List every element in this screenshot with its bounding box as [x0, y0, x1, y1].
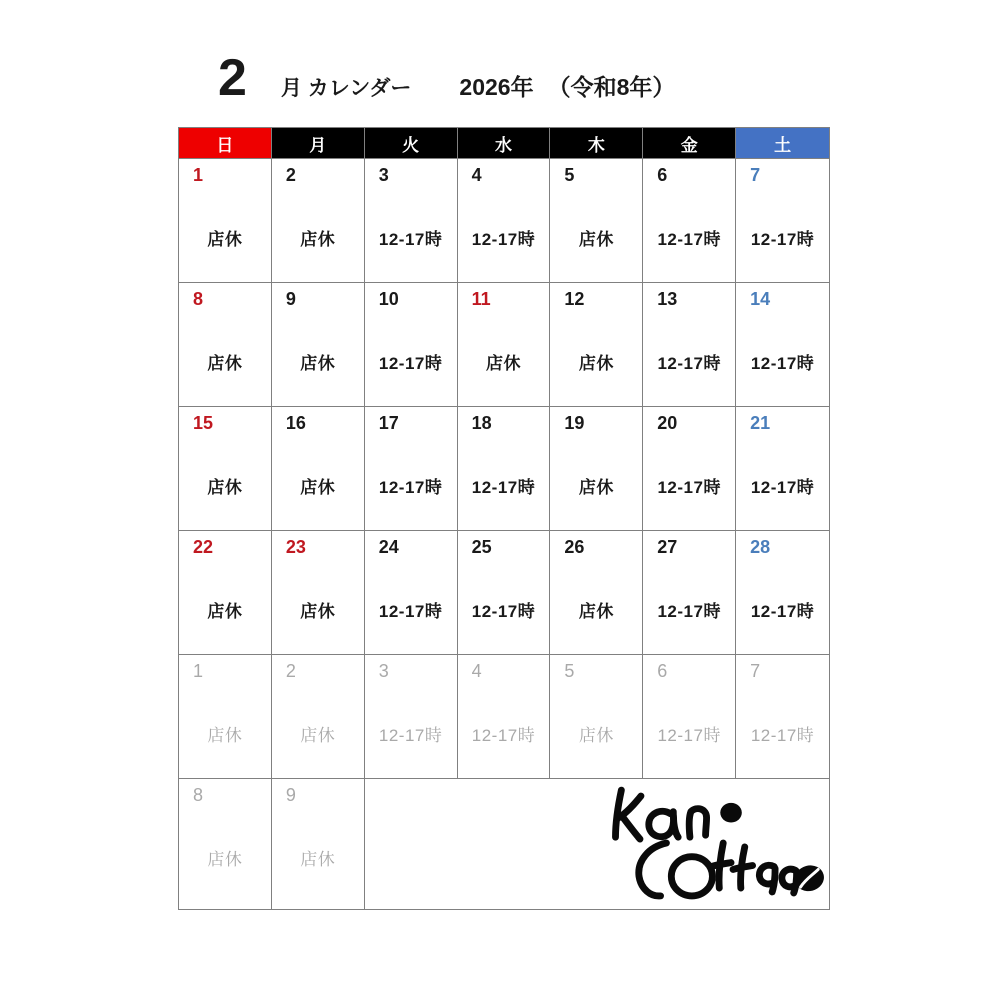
day-schedule: 12-17時 [750, 478, 815, 497]
day-cell-3 [365, 159, 458, 283]
day-schedule: 店休 [578, 230, 614, 249]
title-year: 2026年 [459, 74, 534, 100]
day-number: 23 [285, 537, 306, 557]
weekday-header-sun: 日 [179, 128, 272, 159]
calendar-table [178, 127, 830, 910]
day-number: 26 [564, 537, 585, 557]
day-cell-8 [179, 283, 272, 407]
day-cell-15 [179, 407, 272, 531]
day-schedule: 12-17時 [657, 230, 721, 249]
day-number: 7 [750, 165, 761, 185]
day-cell-2 [272, 159, 365, 283]
day-schedule: 12-17時 [750, 230, 815, 249]
day-cell-25 [458, 531, 551, 655]
day-schedule: 店休 [300, 726, 336, 745]
day-schedule: 店休 [300, 478, 336, 497]
day-schedule: 店休 [300, 230, 336, 249]
day-number: 3 [378, 661, 389, 681]
day-schedule: 12-17時 [471, 602, 536, 621]
day-cell-11 [458, 283, 551, 407]
weekday-header-sat: 土 [736, 128, 829, 159]
day-number: 5 [564, 661, 575, 681]
weekday-header-wed: 水 [458, 128, 551, 159]
day-schedule: 12-17時 [378, 354, 443, 373]
day-schedule: 店休 [300, 354, 336, 373]
day-cell-12 [550, 283, 643, 407]
day-number: 9 [285, 785, 296, 805]
day-cell-next-8 [179, 779, 272, 909]
day-schedule: 店休 [578, 354, 614, 373]
week-row [179, 531, 829, 655]
day-number: 6 [657, 165, 668, 185]
title-month-label: 月 カレンダー [280, 77, 412, 100]
day-number: 24 [378, 537, 399, 557]
day-schedule: 店休 [578, 478, 614, 497]
weekday-header-tue: 火 [365, 128, 458, 159]
day-number: 13 [657, 289, 678, 309]
day-schedule: 12-17時 [750, 726, 815, 745]
day-schedule: 店休 [578, 726, 614, 745]
day-schedule: 12-17時 [657, 602, 721, 621]
day-cell-19 [550, 407, 643, 531]
day-number: 2 [285, 165, 296, 185]
day-cell-10 [365, 283, 458, 407]
title-era: （令和8年） [547, 74, 676, 100]
weekday-header-fri: 金 [643, 128, 736, 159]
day-schedule: 12-17時 [378, 602, 443, 621]
day-cell-27 [643, 531, 736, 655]
day-cell-16 [272, 407, 365, 531]
week-row [179, 283, 829, 407]
day-cell-22 [179, 531, 272, 655]
day-cell-9 [272, 283, 365, 407]
day-schedule: 12-17時 [471, 230, 536, 249]
weekday-header-row [179, 128, 829, 159]
day-cell-14 [736, 283, 829, 407]
day-cell-next-1 [179, 655, 272, 779]
day-schedule: 12-17時 [378, 478, 443, 497]
day-schedule: 店休 [207, 602, 243, 621]
day-schedule: 12-17時 [657, 478, 721, 497]
day-number: 15 [193, 413, 214, 433]
day-number: 4 [471, 165, 482, 185]
day-number: 11 [471, 289, 491, 309]
day-cell-24 [365, 531, 458, 655]
day-number: 12 [564, 289, 585, 309]
day-number: 28 [750, 537, 771, 557]
day-number: 8 [193, 289, 204, 309]
day-cell-1 [179, 159, 272, 283]
day-number: 17 [378, 413, 399, 433]
calendar-grid [179, 159, 829, 909]
day-number: 27 [657, 537, 678, 557]
day-number: 8 [193, 785, 204, 805]
day-number: 20 [657, 413, 678, 433]
week-row [179, 779, 829, 909]
day-schedule: 12-17時 [378, 726, 443, 745]
day-schedule: 店休 [207, 230, 243, 249]
day-cell-26 [550, 531, 643, 655]
day-cell-next-6 [643, 655, 736, 779]
day-cell-next-3 [365, 655, 458, 779]
week-row [179, 655, 829, 779]
day-cell-6 [643, 159, 736, 283]
day-schedule: 店休 [300, 850, 336, 869]
day-schedule: 店休 [207, 354, 243, 373]
week-row [179, 407, 829, 531]
week-row [179, 159, 829, 283]
day-cell-20 [643, 407, 736, 531]
day-schedule: 店休 [207, 726, 243, 745]
day-schedule: 店休 [207, 478, 243, 497]
day-number: 18 [471, 413, 492, 433]
weekday-header-thu: 木 [550, 128, 643, 159]
day-cell-23 [272, 531, 365, 655]
day-number: 21 [750, 413, 771, 433]
day-schedule: 12-17時 [657, 726, 721, 745]
day-cell-13 [643, 283, 736, 407]
day-number: 16 [285, 413, 306, 433]
day-schedule: 12-17時 [750, 354, 815, 373]
page-title [218, 48, 675, 108]
logo-cell [365, 779, 829, 909]
day-number: 4 [471, 661, 482, 681]
day-schedule: 12-17時 [471, 726, 536, 745]
day-number: 14 [750, 289, 771, 309]
day-schedule: 12-17時 [471, 478, 536, 497]
day-number: 6 [657, 661, 668, 681]
day-cell-next-9 [272, 779, 365, 909]
day-cell-next-5 [550, 655, 643, 779]
day-number: 5 [564, 165, 575, 185]
day-schedule: 店休 [207, 850, 243, 869]
day-number: 10 [378, 289, 399, 309]
day-cell-next-7 [736, 655, 829, 779]
day-cell-7 [736, 159, 829, 283]
day-cell-next-2 [272, 655, 365, 779]
day-cell-18 [458, 407, 551, 531]
kano-coffee-logo [592, 783, 827, 905]
day-number: 1 [193, 165, 204, 185]
day-schedule: 店休 [300, 602, 336, 621]
day-number: 22 [193, 537, 214, 557]
day-number: 25 [471, 537, 492, 557]
day-schedule: 12-17時 [378, 230, 443, 249]
day-schedule: 店休 [485, 354, 521, 373]
day-cell-17 [365, 407, 458, 531]
day-number: 3 [378, 165, 389, 185]
day-number: 19 [564, 413, 585, 433]
day-cell-5 [550, 159, 643, 283]
day-cell-next-4 [458, 655, 551, 779]
day-schedule: 店休 [578, 602, 614, 621]
day-number: 1 [193, 661, 204, 681]
title-month-number: 2 [218, 49, 247, 107]
day-schedule: 12-17時 [750, 602, 815, 621]
weekday-header-mon: 月 [272, 128, 365, 159]
day-cell-21 [736, 407, 829, 531]
day-number: 9 [285, 289, 296, 309]
day-schedule: 12-17時 [657, 354, 721, 373]
day-cell-28 [736, 531, 829, 655]
day-number: 7 [750, 661, 761, 681]
day-number: 2 [285, 661, 296, 681]
day-cell-4 [458, 159, 551, 283]
